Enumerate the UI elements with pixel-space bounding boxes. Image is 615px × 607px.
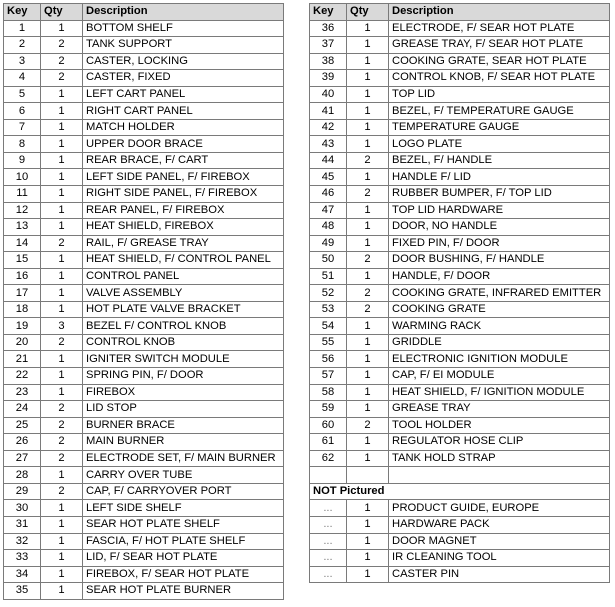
- part-key: 29: [4, 483, 41, 500]
- part-description: HANDLE F/ LID: [389, 169, 610, 186]
- part-key: 53: [310, 301, 347, 318]
- part-description: RUBBER BUMPER, F/ TOP LID: [389, 186, 610, 203]
- part-qty: 1: [347, 334, 389, 351]
- part-qty: 1: [347, 70, 389, 87]
- part-key: 11: [4, 186, 41, 203]
- part-key: 23: [4, 384, 41, 401]
- part-qty: 1: [347, 169, 389, 186]
- part-qty: 1: [41, 500, 83, 517]
- table-row: [310, 70, 610, 87]
- part-key: 59: [310, 401, 347, 418]
- part-description: ELECTRODE, F/ SEAR HOT PLATE: [389, 20, 610, 37]
- part-qty: 1: [347, 86, 389, 103]
- table-row: [4, 285, 284, 302]
- table-row: [4, 119, 284, 136]
- part-qty: 1: [347, 318, 389, 335]
- part-key: 51: [310, 268, 347, 285]
- part-key: 46: [310, 186, 347, 203]
- part-qty: 2: [347, 152, 389, 169]
- table-row: [4, 417, 284, 434]
- part-qty: 1: [347, 103, 389, 120]
- part-description: CONTROL KNOB, F/ SEAR HOT PLATE: [389, 70, 610, 87]
- part-description: FIREBOX: [83, 384, 284, 401]
- qty-column-header: Qty: [41, 4, 83, 21]
- part-qty: 1: [41, 368, 83, 385]
- part-qty: 1: [41, 583, 83, 600]
- table-row: [4, 351, 284, 368]
- table-row: [310, 86, 610, 103]
- table-row: [4, 252, 284, 269]
- table-row: [310, 136, 610, 153]
- part-key: 37: [310, 37, 347, 54]
- part-key: 12: [4, 202, 41, 219]
- part-qty: 1: [347, 202, 389, 219]
- table-row: [310, 268, 610, 285]
- part-key: 17: [4, 285, 41, 302]
- part-description: TOP LID: [389, 86, 610, 103]
- part-key: 2: [4, 37, 41, 54]
- table-row: [310, 219, 610, 236]
- part-description: LOGO PLATE: [389, 136, 610, 153]
- table-row: [310, 417, 610, 434]
- part-description: HOT PLATE VALVE BRACKET: [83, 301, 284, 318]
- part-description: BEZEL, F/ TEMPERATURE GAUGE: [389, 103, 610, 120]
- spacer-cell: [347, 467, 389, 484]
- part-key: 33: [4, 550, 41, 567]
- part-qty: 1: [347, 450, 389, 467]
- part-description: MATCH HOLDER: [83, 119, 284, 136]
- part-description: CASTER, LOCKING: [83, 53, 284, 70]
- part-description: CASTER PIN: [389, 566, 610, 583]
- part-qty: 1: [41, 566, 83, 583]
- table-row: [310, 301, 610, 318]
- part-qty: 2: [41, 235, 83, 252]
- part-description: LID STOP: [83, 401, 284, 418]
- part-description: GREASE TRAY, F/ SEAR HOT PLATE: [389, 37, 610, 54]
- table-row: [310, 152, 610, 169]
- part-description: HEAT SHIELD, FIREBOX: [83, 219, 284, 236]
- part-qty: 1: [41, 20, 83, 37]
- part-description: BEZEL F/ CONTROL KNOB: [83, 318, 284, 335]
- part-description: SEAR HOT PLATE BURNER: [83, 583, 284, 600]
- part-description: LEFT CART PANEL: [83, 86, 284, 103]
- part-description: RIGHT CART PANEL: [83, 103, 284, 120]
- table-row: [310, 566, 610, 583]
- part-key: 43: [310, 136, 347, 153]
- part-qty: 1: [347, 368, 389, 385]
- table-row: [310, 235, 610, 252]
- part-key: 21: [4, 351, 41, 368]
- table-row: [310, 202, 610, 219]
- part-description: HEAT SHIELD, F/ IGNITION MODULE: [389, 384, 610, 401]
- table-row: [310, 252, 610, 269]
- table-row: [4, 334, 284, 351]
- part-qty: 1: [347, 136, 389, 153]
- table-row: [310, 318, 610, 335]
- part-description: PRODUCT GUIDE, EUROPE: [389, 500, 610, 517]
- part-qty: 1: [347, 268, 389, 285]
- table-row: [310, 169, 610, 186]
- spacer-cell: [310, 467, 347, 484]
- part-description: CAP, F/ EI MODULE: [389, 368, 610, 385]
- key-column-header: Key: [310, 4, 347, 21]
- part-key: 1: [4, 20, 41, 37]
- part-key: 24: [4, 401, 41, 418]
- part-key: ...: [310, 566, 347, 583]
- part-description: HARDWARE PACK: [389, 516, 610, 533]
- part-key: 48: [310, 219, 347, 236]
- part-qty: 1: [347, 550, 389, 567]
- table-row: [4, 53, 284, 70]
- part-key: 61: [310, 434, 347, 451]
- part-qty: 1: [41, 119, 83, 136]
- part-key: 16: [4, 268, 41, 285]
- part-qty: 1: [41, 86, 83, 103]
- part-key: 32: [4, 533, 41, 550]
- table-row: [4, 219, 284, 236]
- part-qty: 3: [41, 318, 83, 335]
- part-qty: 1: [347, 351, 389, 368]
- part-key: 5: [4, 86, 41, 103]
- table-row: [4, 136, 284, 153]
- part-description: RIGHT SIDE PANEL, F/ FIREBOX: [83, 186, 284, 203]
- part-key: 30: [4, 500, 41, 517]
- part-key: 45: [310, 169, 347, 186]
- part-description: WARMING RACK: [389, 318, 610, 335]
- part-key: 9: [4, 152, 41, 169]
- part-description: REAR PANEL, F/ FIREBOX: [83, 202, 284, 219]
- spacer-row: [310, 467, 610, 484]
- part-qty: 2: [41, 37, 83, 54]
- parts-list-left: [3, 3, 284, 600]
- part-description: DOOR BUSHING, F/ HANDLE: [389, 252, 610, 269]
- part-key: 10: [4, 169, 41, 186]
- part-qty: 1: [347, 235, 389, 252]
- table-row: [4, 318, 284, 335]
- part-key: 34: [4, 566, 41, 583]
- part-key: 47: [310, 202, 347, 219]
- part-key: 39: [310, 70, 347, 87]
- part-qty: 2: [41, 334, 83, 351]
- part-description: FIXED PIN, F/ DOOR: [389, 235, 610, 252]
- part-qty: 1: [347, 434, 389, 451]
- part-key: ...: [310, 500, 347, 517]
- table-row: [4, 434, 284, 451]
- table-row: [4, 169, 284, 186]
- table-row: [310, 119, 610, 136]
- part-description: LEFT SIDE PANEL, F/ FIREBOX: [83, 169, 284, 186]
- table-row: [310, 285, 610, 302]
- part-key: 25: [4, 417, 41, 434]
- part-description: TEMPERATURE GAUGE: [389, 119, 610, 136]
- part-description: DOOR, NO HANDLE: [389, 219, 610, 236]
- parts-table: [309, 3, 610, 583]
- qty-column-header: Qty: [347, 4, 389, 21]
- part-description: RAIL, F/ GREASE TRAY: [83, 235, 284, 252]
- table-row: [4, 516, 284, 533]
- part-key: 14: [4, 235, 41, 252]
- part-description: BURNER BRACE: [83, 417, 284, 434]
- part-key: 42: [310, 119, 347, 136]
- part-key: 56: [310, 351, 347, 368]
- table-row: [4, 533, 284, 550]
- part-key: 15: [4, 252, 41, 269]
- part-key: 41: [310, 103, 347, 120]
- table-row: [310, 434, 610, 451]
- part-key: 20: [4, 334, 41, 351]
- table-row: [310, 334, 610, 351]
- part-description: REGULATOR HOSE CLIP: [389, 434, 610, 451]
- part-key: 44: [310, 152, 347, 169]
- table-row: [310, 20, 610, 37]
- table-row: [310, 516, 610, 533]
- part-key: ...: [310, 533, 347, 550]
- parts-table: [3, 3, 284, 600]
- part-description: ELECTRONIC IGNITION MODULE: [389, 351, 610, 368]
- part-description: BEZEL, F/ HANDLE: [389, 152, 610, 169]
- table-row: [310, 53, 610, 70]
- part-description: HEAT SHIELD, F/ CONTROL PANEL: [83, 252, 284, 269]
- table-row: [310, 103, 610, 120]
- part-description: LID, F/ SEAR HOT PLATE: [83, 550, 284, 567]
- table-row: [310, 351, 610, 368]
- part-description: HANDLE, F/ DOOR: [389, 268, 610, 285]
- part-description: SPRING PIN, F/ DOOR: [83, 368, 284, 385]
- part-qty: 1: [347, 219, 389, 236]
- part-key: 62: [310, 450, 347, 467]
- part-description: ELECTRODE SET, F/ MAIN BURNER: [83, 450, 284, 467]
- part-key: 6: [4, 103, 41, 120]
- key-column-header: Key: [4, 4, 41, 21]
- part-description: IR CLEANING TOOL: [389, 550, 610, 567]
- part-description: FIREBOX, F/ SEAR HOT PLATE: [83, 566, 284, 583]
- part-qty: 2: [41, 417, 83, 434]
- table-row: [4, 301, 284, 318]
- part-key: 57: [310, 368, 347, 385]
- part-qty: 2: [41, 483, 83, 500]
- table-row: [4, 103, 284, 120]
- not-pictured-heading-row: [310, 483, 610, 500]
- part-qty: 1: [41, 533, 83, 550]
- part-qty: 2: [41, 434, 83, 451]
- part-description: CONTROL KNOB: [83, 334, 284, 351]
- table-row: [310, 368, 610, 385]
- part-description: CAP, F/ CARRYOVER PORT: [83, 483, 284, 500]
- part-qty: 1: [347, 20, 389, 37]
- parts-list-right: [309, 3, 610, 583]
- part-qty: 1: [41, 169, 83, 186]
- part-qty: 1: [41, 252, 83, 269]
- table-row: [4, 70, 284, 87]
- part-key: 55: [310, 334, 347, 351]
- table-row: [4, 235, 284, 252]
- part-description: VALVE ASSEMBLY: [83, 285, 284, 302]
- part-description: FASCIA, F/ HOT PLATE SHELF: [83, 533, 284, 550]
- part-key: 22: [4, 368, 41, 385]
- part-description: SEAR HOT PLATE SHELF: [83, 516, 284, 533]
- part-qty: 2: [41, 53, 83, 70]
- part-qty: 1: [41, 301, 83, 318]
- part-qty: 1: [41, 268, 83, 285]
- part-description: COOKING GRATE: [389, 301, 610, 318]
- table-row: [4, 450, 284, 467]
- part-key: 3: [4, 53, 41, 70]
- part-qty: 1: [41, 384, 83, 401]
- table-row: [4, 268, 284, 285]
- table-row: [4, 550, 284, 567]
- description-column-header: Description: [83, 4, 284, 21]
- part-key: 52: [310, 285, 347, 302]
- part-key: ...: [310, 550, 347, 567]
- part-key: 8: [4, 136, 41, 153]
- part-qty: 2: [347, 417, 389, 434]
- table-row: [310, 533, 610, 550]
- part-qty: 2: [347, 252, 389, 269]
- part-key: 26: [4, 434, 41, 451]
- part-description: MAIN BURNER: [83, 434, 284, 451]
- part-qty: 1: [347, 37, 389, 54]
- table-row: [310, 186, 610, 203]
- part-description: DOOR MAGNET: [389, 533, 610, 550]
- part-key: 50: [310, 252, 347, 269]
- table-row: [4, 583, 284, 600]
- part-description: IGNITER SWITCH MODULE: [83, 351, 284, 368]
- part-description: TOOL HOLDER: [389, 417, 610, 434]
- part-key: 13: [4, 219, 41, 236]
- part-qty: 1: [347, 500, 389, 517]
- table-row: [310, 384, 610, 401]
- part-qty: 1: [347, 401, 389, 418]
- table-row: [4, 186, 284, 203]
- part-key: 31: [4, 516, 41, 533]
- table-row: [4, 483, 284, 500]
- part-key: 58: [310, 384, 347, 401]
- table-row: [4, 500, 284, 517]
- part-qty: 1: [347, 533, 389, 550]
- part-qty: 1: [347, 566, 389, 583]
- table-row: [310, 37, 610, 54]
- part-key: ...: [310, 516, 347, 533]
- part-qty: 2: [41, 401, 83, 418]
- part-key: 27: [4, 450, 41, 467]
- part-key: 19: [4, 318, 41, 335]
- part-key: 18: [4, 301, 41, 318]
- part-key: 4: [4, 70, 41, 87]
- table-row: [4, 37, 284, 54]
- part-qty: 2: [347, 186, 389, 203]
- table-row: [4, 202, 284, 219]
- part-key: 28: [4, 467, 41, 484]
- part-qty: 1: [41, 285, 83, 302]
- part-description: LEFT SIDE SHELF: [83, 500, 284, 517]
- part-qty: 1: [41, 202, 83, 219]
- part-qty: 1: [347, 516, 389, 533]
- table-row: [310, 500, 610, 517]
- table-row: [4, 384, 284, 401]
- table-header-row: [310, 4, 610, 21]
- part-qty: 1: [41, 152, 83, 169]
- table-row: [310, 401, 610, 418]
- table-row: [4, 152, 284, 169]
- description-column-header: Description: [389, 4, 610, 21]
- part-qty: 1: [41, 516, 83, 533]
- table-row: [4, 566, 284, 583]
- part-qty: 1: [41, 136, 83, 153]
- part-qty: 2: [347, 285, 389, 302]
- part-qty: 1: [347, 119, 389, 136]
- part-key: 40: [310, 86, 347, 103]
- part-description: CONTROL PANEL: [83, 268, 284, 285]
- part-description: UPPER DOOR BRACE: [83, 136, 284, 153]
- part-key: 7: [4, 119, 41, 136]
- part-qty: 2: [41, 70, 83, 87]
- part-qty: 1: [347, 53, 389, 70]
- part-qty: 1: [41, 219, 83, 236]
- part-description: CASTER, FIXED: [83, 70, 284, 87]
- table-row: [4, 368, 284, 385]
- part-qty: 1: [41, 351, 83, 368]
- part-description: GRIDDLE: [389, 334, 610, 351]
- table-header-row: [4, 4, 284, 21]
- table-row: [310, 450, 610, 467]
- part-description: TANK SUPPORT: [83, 37, 284, 54]
- part-key: 35: [4, 583, 41, 600]
- part-description: GREASE TRAY: [389, 401, 610, 418]
- part-description: TOP LID HARDWARE: [389, 202, 610, 219]
- table-row: [4, 86, 284, 103]
- part-qty: 1: [41, 550, 83, 567]
- part-key: 54: [310, 318, 347, 335]
- table-row: [4, 20, 284, 37]
- part-key: 60: [310, 417, 347, 434]
- table-row: [4, 401, 284, 418]
- part-qty: 1: [41, 186, 83, 203]
- spacer-cell: [389, 467, 610, 484]
- part-description: CARRY OVER TUBE: [83, 467, 284, 484]
- part-qty: 2: [41, 450, 83, 467]
- table-row: [4, 467, 284, 484]
- part-key: 36: [310, 20, 347, 37]
- part-description: REAR BRACE, F/ CART: [83, 152, 284, 169]
- part-key: 49: [310, 235, 347, 252]
- part-description: TANK HOLD STRAP: [389, 450, 610, 467]
- part-qty: 2: [347, 301, 389, 318]
- not-pictured-heading: NOT Pictured: [310, 483, 610, 500]
- table-row: [310, 550, 610, 567]
- part-qty: 1: [347, 384, 389, 401]
- part-description: COOKING GRATE, INFRARED EMITTER: [389, 285, 610, 302]
- part-description: BOTTOM SHELF: [83, 20, 284, 37]
- part-qty: 1: [41, 103, 83, 120]
- part-description: COOKING GRATE, SEAR HOT PLATE: [389, 53, 610, 70]
- part-qty: 1: [41, 467, 83, 484]
- part-key: 38: [310, 53, 347, 70]
